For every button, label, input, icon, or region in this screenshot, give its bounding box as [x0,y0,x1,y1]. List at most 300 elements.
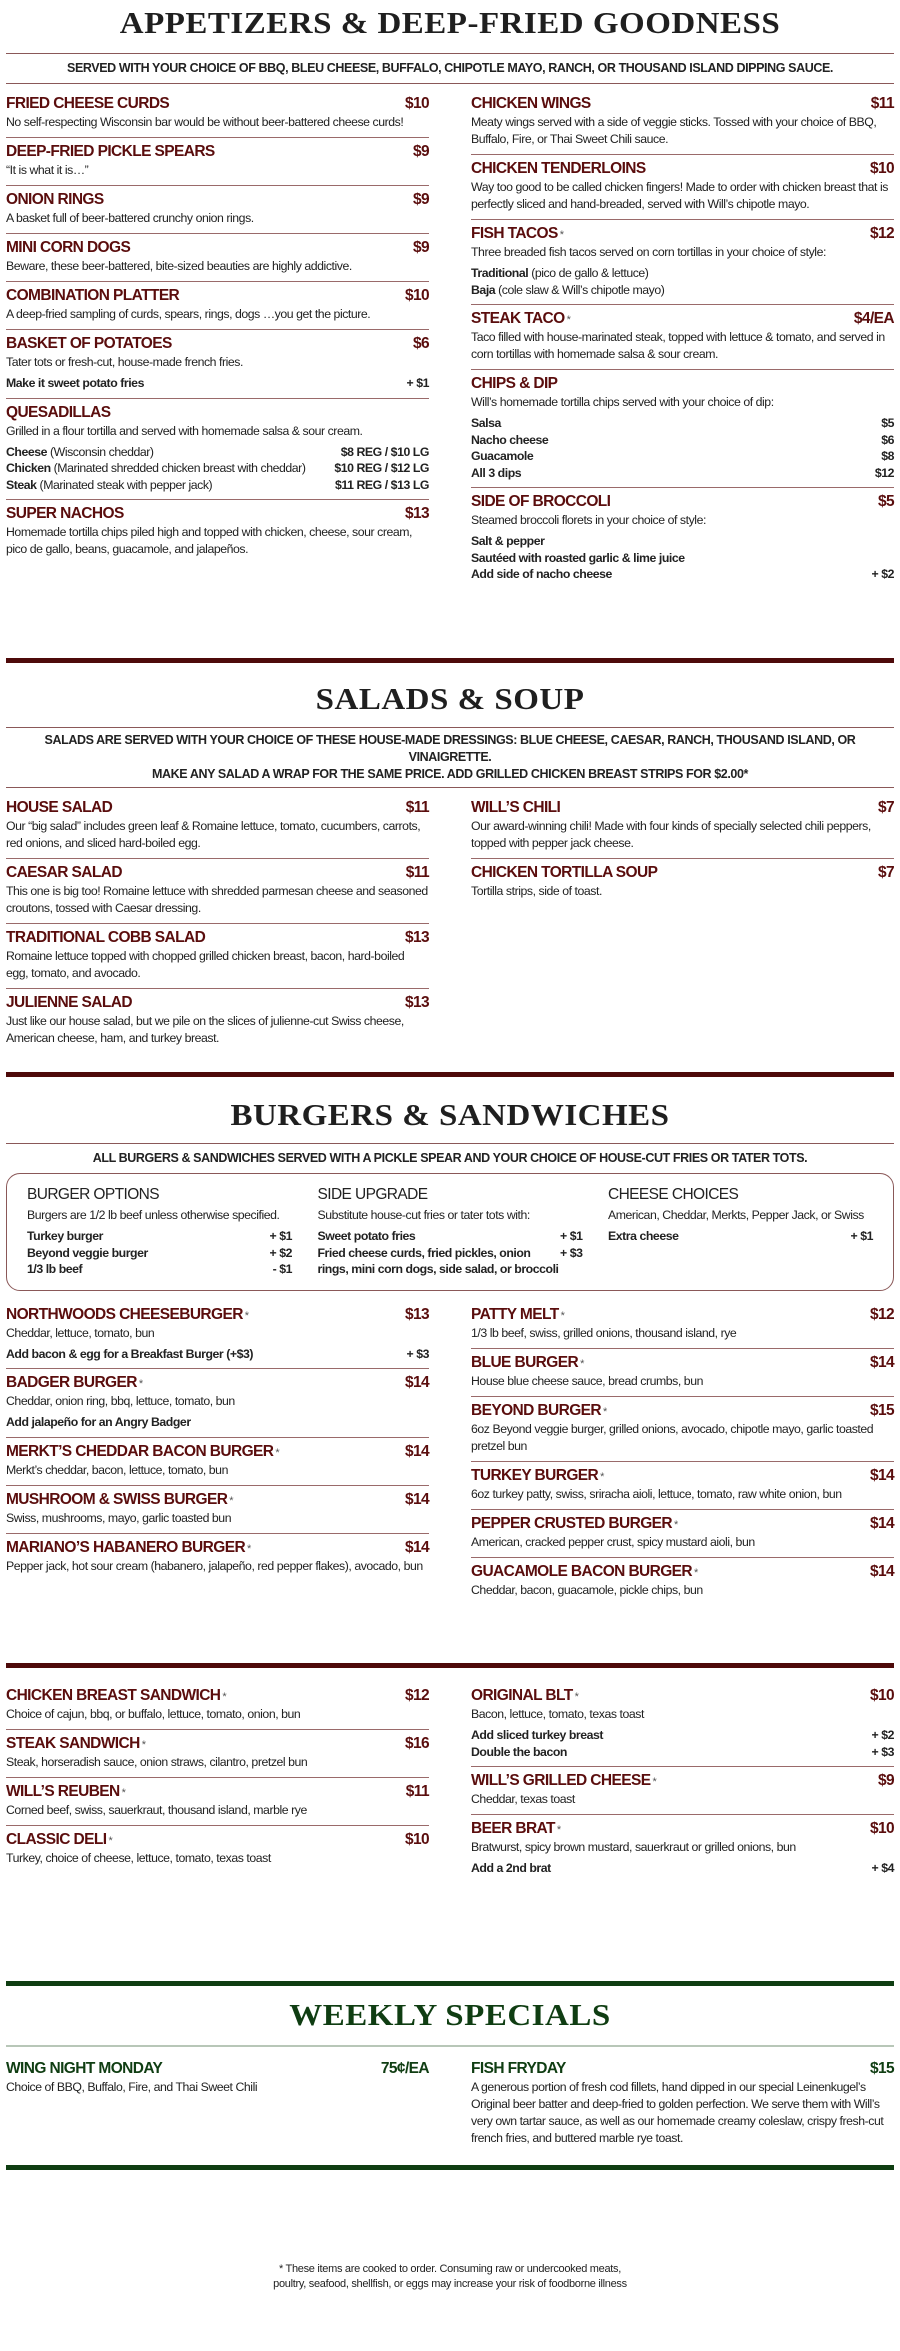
item-header [471,225,894,243]
item-description: Tortilla strips, side of toast. [471,884,602,898]
item-name [6,404,111,422]
item-description: Cheddar, onion ring, bbq, lettuce, tomato, bun [6,1394,235,1408]
item-price: $11 [405,799,429,816]
cooked-to-order-asterisk: * [275,1446,280,1459]
item-name-text: WILL’S REUBEN [6,1783,120,1800]
option-row [471,1727,894,1744]
option-row [27,1228,292,1245]
option-list [6,444,429,494]
item-header [6,95,429,113]
menu-item [6,234,429,282]
item-header [471,864,894,882]
item-price: $14 [869,1514,894,1532]
cooked-to-order-asterisk: * [566,314,571,326]
item-price: $5 [877,493,894,510]
option-row [471,415,894,432]
item-header [471,1772,894,1790]
left-column [6,794,429,1053]
section-subtitle [6,727,894,788]
option-label [471,1860,551,1877]
item-description: Just like our house salad, but we pile on the slices of julienne-cut Swiss cheese, American cheese, ham, and turkey breast. [6,1014,404,1045]
item-price: $10 [869,160,894,177]
item-description: Romaine lettuce topped with chopped grilled chicken breast, bacon, hard-boiled egg, tomato, and avocado. [6,949,405,980]
item-name-text: GUACAMOLE BACON BURGER [471,1562,693,1580]
item-price: $11 [405,864,429,881]
item-description: Way too good to be called chicken fingers! Made to order with chicken breast that is perfectly sliced and hand-breaded, served with Will’s chipotle mayo. [471,180,888,211]
item-name [471,1515,678,1533]
option-list [471,265,894,298]
cooked-to-order-asterisk: * [580,1357,584,1370]
option-name: Make it sweet potato fries [6,376,144,390]
option-price: + $1 [560,1229,583,1243]
item-description: Merkt’s cheddar, bacon, lettuce, tomato, bun [6,1462,228,1477]
item-name-text: COMBINATION PLATTER [6,287,180,304]
section-title: BURGERS & SANDWICHES [230,1099,670,1133]
item-name [471,493,610,511]
menu-item [6,1826,429,1873]
section-title: SALADS & SOUP [315,683,585,717]
item-price: $14 [404,1538,429,1556]
item-header [6,864,429,882]
item-name-text: DEEP-FRIED PICKLE SPEARS [6,143,215,160]
menu-item [471,1510,894,1558]
item-price: $13 [404,1305,429,1323]
cooked-to-order-asterisk: * [574,1691,579,1703]
option-row [6,1346,429,1363]
option-name: 1/3 lb beef [27,1262,83,1276]
cooked-to-order-asterisk: * [674,1518,678,1531]
item-price: $7 [877,864,894,881]
section-title: APPETIZERS & DEEP-FRIED GOODNESS [119,7,781,41]
right-column [471,1682,894,1883]
item-header [6,1491,429,1509]
item-name [6,1374,143,1392]
option-label [6,460,305,477]
option-row [471,465,894,482]
item-description: Steak, horseradish sauce, onion straws, cilantro, pretzel bun [6,1755,308,1769]
item-header [6,335,429,353]
option-name: Baja [471,282,496,297]
item-name-text: TURKEY BURGER [471,1466,599,1484]
item-price: $4/EA [853,310,894,327]
item-price: $9 [877,1772,894,1789]
section-divider [6,1663,894,1668]
left-column [6,2055,429,2165]
option-price: + $2 [269,1245,292,1260]
item-price: $12 [869,1305,894,1323]
option-name: Turkey burger [27,1229,103,1243]
option-label [27,1261,82,1278]
item-description: 1/3 lb beef, swiss, grilled onions, thousand island, rye [471,1325,737,1340]
salads-section [0,682,900,1053]
item-header [6,1783,429,1801]
option-row [6,477,429,494]
item-name [6,1783,125,1801]
item-header [6,994,429,1012]
option-label [6,1414,191,1431]
menu-item [6,924,429,989]
cooked-to-order-asterisk: * [603,1405,607,1418]
option-row [318,1228,583,1245]
item-name-text: FISH TACOS [471,225,558,242]
item-description: Tater tots or fresh-cut, house-made french fries. [6,355,243,369]
item-price: $10 [404,287,429,304]
right-column [471,2055,894,2165]
option-label [471,282,664,299]
item-name-text: CAESAR SALAD [6,864,122,881]
item-description: Cheddar, bacon, guacamole, pickle chips, bun [471,1582,703,1597]
left-column [6,1301,429,1605]
item-name [471,225,563,243]
item-description: 6oz turkey patty, swiss, sriracha aioli, lettuce, tomato, raw white onion, bun [471,1486,842,1501]
item-header [6,1735,429,1753]
option-name: Guacamole [471,449,534,463]
option-group-title: SIDE UPGRADE [317,1186,428,1203]
item-price: $7 [877,799,894,816]
item-description: Cheddar, texas toast [471,1792,575,1806]
item-header [471,2060,894,2078]
item-name [471,2060,566,2078]
right-column [471,794,894,1053]
item-name [6,505,124,523]
item-name-text: SUPER NACHOS [6,505,124,522]
option-row [471,282,894,299]
menu-item [471,1397,894,1462]
option-list [6,1414,429,1431]
menu-item [471,1682,894,1767]
option-list [318,1228,583,1278]
option-row [6,375,429,392]
item-name [6,287,179,305]
item-header [6,143,429,161]
item-description: Choice of cajun, bbq, or buffalo, lettuce, tomato, onion, bun [6,1707,301,1721]
item-name-text: MUSHROOM & SWISS BURGER [6,1490,228,1508]
item-name-text: FRIED CHEESE CURDS [6,95,170,112]
item-name-text: ORIGINAL BLT [471,1687,573,1704]
item-description: American, cracked pepper crust, spicy mustard aioli, bun [471,1534,755,1549]
cooked-to-order-asterisk: * [559,229,564,241]
option-group-title: BURGER OPTIONS [27,1186,159,1203]
divider [6,2045,894,2047]
footnote-line: * These items are cooked to order. Consuming raw or undercooked meats, [279,2263,621,2275]
item-name [471,799,560,817]
item-name-text: MINI CORN DOGS [6,239,131,256]
sandwiches-section [0,1682,900,1883]
item-name-text: WILL’S CHILI [471,799,561,816]
item-description: Swiss, mushrooms, mayo, garlic toasted bun [6,1510,232,1525]
item-description: Taco filled with house-marinated steak, topped with lettuce & tomato, and served in corn tortillas with homemade salsa & sour cream. [471,330,885,361]
right-column [471,1301,894,1605]
menu-item [471,1815,894,1883]
option-name: Chicken [6,461,51,475]
option-label [27,1228,103,1245]
item-description: Bacon, lettuce, tomato, texas toast [471,1707,644,1721]
item-name [6,191,104,209]
item-header [471,375,894,393]
cooked-to-order-asterisk: * [560,1309,565,1322]
item-description: Bratwurst, spicy brown mustard, sauerkraut or grilled onions, bun [471,1840,796,1854]
item-header [6,1831,429,1849]
option-list [471,415,894,481]
item-header [6,505,429,523]
item-name-text: MARIANO’S HABANERO BURGER [6,1538,246,1556]
option-label [471,448,533,465]
item-name-text: CHICKEN BREAST SANDWICH [6,1687,221,1704]
option-detail: (pico de gallo & lettuce) [528,266,649,280]
option-name: Add a 2nd brat [471,1861,551,1875]
item-name [471,1467,604,1485]
option-price: + $4 [871,1861,894,1875]
menu-item [471,794,894,859]
item-name [6,95,169,113]
option-price: $11 REG / $13 LG [335,477,429,492]
item-description: Our award-winning chili! Made with four kinds of specially selected chili peppers, topped with pepper jack cheese. [471,819,871,850]
section-subtitle: ALL BURGERS & SANDWICHES SERVED WITH A PICKLE SPEAR AND YOUR CHOICE OF HOUSE-CUT FRIES OR TATER TOTS. [6,1143,894,1173]
item-name-text: CHICKEN TORTILLA SOUP [471,864,658,881]
option-label [318,1228,416,1245]
item-name [471,1354,584,1372]
item-name-text: JULIENNE SALAD [6,994,132,1011]
item-name-text: PATTY MELT [471,1305,559,1323]
item-name-text: HOUSE SALAD [6,799,113,816]
right-column [471,90,894,589]
option-detail: (Marinated shredded chicken breast with cheddar) [50,461,306,475]
option-label [608,1228,678,1245]
item-name [6,239,130,257]
item-description: Cheddar, lettuce, tomato, bun [6,1325,155,1340]
item-header [471,1515,894,1533]
item-header [6,1539,429,1557]
item-header [6,239,429,257]
subtitle-line: SALADS ARE SERVED WITH YOUR CHOICE OF THESE HOUSE-MADE DRESSINGS: BLUE CHEESE, CAESAR, RANCH, THOUSAND ISLAND, OR VINAIGRETTE. [44,733,856,764]
menu-item [471,1558,894,1605]
item-name [6,799,112,817]
option-group-description: Burgers are 1/2 lb beef unless otherwise specified. [27,1208,280,1222]
cooked-to-order-asterisk: * [229,1494,233,1507]
menu-item [6,282,429,330]
item-name [471,1402,607,1420]
option-row [471,566,894,583]
option-label [27,1245,148,1262]
menu-item [6,330,429,399]
item-description: This one is big too! Romaine lettuce with shredded parmesan cheese and seasoned croutons, tossed with Caesar dressing. [6,884,428,915]
item-description: Turkey, choice of cheese, lettuce, tomato, texas toast [6,1851,271,1865]
item-description: A basket full of beer-battered crunchy onion rings. [6,211,254,225]
item-price: $16 [404,1735,429,1752]
cooked-to-order-asterisk: * [141,1739,146,1751]
option-name: Beyond veggie burger [27,1245,148,1260]
option-price: $8 [881,449,894,463]
option-label [471,566,612,583]
item-name-text: BEER BRAT [471,1820,555,1837]
item-name-text: MERKT’S CHEDDAR BACON BURGER [6,1442,274,1460]
item-description: Three breaded fish tacos served on corn tortillas in your choice of style: [471,245,826,259]
item-header [471,1467,894,1485]
option-name: Add bacon & egg for a Breakfast Burger (+$3) [6,1346,254,1361]
menu-item [6,399,429,501]
item-description: A deep-fried sampling of curds, spears, rings, dogs …you get the picture. [6,307,371,321]
section-divider [6,658,894,663]
item-description: House blue cheese sauce, bread crumbs, bun [471,1373,703,1388]
item-description: Grilled in a flour tortilla and served with homemade salsa & sour cream. [6,423,363,438]
cooked-to-order-asterisk: * [556,1824,561,1836]
option-label [471,1727,603,1744]
option-row [471,265,894,282]
option-price: $10 REG / $12 LG [334,461,429,475]
menu-item [471,859,894,906]
option-row [471,1860,894,1877]
item-price: $14 [869,1562,894,1580]
item-header [471,1306,894,1324]
item-description: No self-respecting Wisconsin bar would be without beer-battered cheese curds! [6,115,404,129]
option-label [318,1245,561,1278]
option-detail: (Wisconsin cheddar) [47,444,154,459]
item-name [471,160,646,178]
item-name-text: STEAK SANDWICH [6,1735,140,1752]
option-row [608,1228,873,1245]
option-label [471,465,521,482]
option-name: Extra cheese [608,1229,679,1243]
item-description: Will’s homemade tortilla chips served with your choice of dip: [471,395,774,409]
option-list [471,1860,894,1877]
item-name-text: ONION RINGS [6,191,104,208]
specials-section [0,1981,900,2170]
cooked-to-order-asterisk: * [138,1378,143,1390]
item-header [6,799,429,817]
item-name [6,1687,226,1705]
option-label [471,265,648,282]
option-label [471,415,501,432]
menu-item [471,1767,894,1815]
item-name [6,335,172,353]
menu-item [6,90,429,138]
item-name-text: BEYOND BURGER [471,1401,601,1419]
menu-item [6,1534,429,1581]
item-name-text: TRADITIONAL COBB SALAD [6,929,206,946]
option-price: $12 [874,465,894,480]
cooked-to-order-asterisk: * [108,1835,113,1847]
item-header [6,2060,429,2078]
cooked-to-order-asterisk: * [694,1566,698,1579]
item-price: $14 [404,1490,429,1508]
option-label [471,1744,567,1761]
item-price: $10 [869,1687,894,1704]
option-label [6,1346,253,1363]
item-name [471,1820,561,1838]
option-label [6,375,144,392]
cooked-to-order-asterisk: * [247,1542,251,1555]
option-name: Salsa [471,416,501,430]
section-title: WEEKLY SPECIALS [289,1999,611,2033]
option-row [27,1261,292,1278]
option-row [471,1744,894,1761]
cooked-to-order-asterisk: * [121,1787,126,1799]
option-row [318,1245,583,1278]
option-row [471,550,894,567]
menu-item [6,859,429,924]
menu-item [6,989,429,1053]
item-header [6,191,429,209]
item-name-text: CHICKEN WINGS [471,95,591,112]
item-price: $13 [404,994,429,1011]
option-detail: (cole slaw & Will’s chipotle mayo) [495,282,665,297]
item-name [6,864,122,882]
item-name-text: BADGER BURGER [6,1374,137,1391]
option-list [608,1228,873,1245]
option-name: Traditional [471,266,529,280]
item-name-text: SIDE OF BROCCOLI [471,493,611,510]
option-label [471,432,548,449]
cooked-to-order-asterisk: * [652,1776,657,1788]
item-price: $14 [869,1466,894,1484]
item-description: Steamed broccoli florets in your choice of style: [471,513,706,527]
option-price: + $1 [406,376,429,390]
cooked-to-order-asterisk: * [222,1691,227,1703]
option-group-description: American, Cheddar, Merkts, Pepper Jack, or Swiss [608,1208,864,1222]
item-price: $9 [412,143,429,160]
item-name [6,1443,279,1461]
menu-item [6,2055,429,2102]
item-name [471,864,657,882]
menu-item [6,138,429,186]
item-description: Meaty wings served with a side of veggie sticks. Tossed with your choice of BBQ, Buffalo, Fire, or Thai Sweet Chili sauce. [471,115,877,146]
option-name: Nacho cheese [471,432,549,447]
menu-item [6,1301,429,1370]
menu-item [471,1462,894,1510]
section-divider [6,1072,894,1077]
menu-item [471,370,894,488]
item-name-text: FISH FRYDAY [471,2060,566,2077]
menu-item [6,1778,429,1826]
option-list [471,533,894,583]
option-name: Steak [6,477,37,492]
item-name [6,1539,251,1557]
left-column [6,1682,429,1883]
section-divider [6,1981,894,1986]
menu-item [471,220,894,305]
option-price: + $1 [269,1229,292,1243]
item-price: $11 [870,95,894,112]
item-header [471,310,894,328]
option-name: Salt & pepper [471,534,545,548]
option-row [471,448,894,465]
item-name-text: NORTHWOODS CHEESEBURGER [6,1305,243,1323]
item-description: Choice of BBQ, Buffalo, Fire, and Thai Sweet Chili [6,2080,258,2094]
item-name-text: WING NIGHT MONDAY [6,2060,163,2077]
cooked-to-order-asterisk: * [600,1470,604,1483]
item-price: $14 [404,1442,429,1460]
item-name-text: CHICKEN TENDERLOINS [471,160,646,177]
option-row [471,533,894,550]
item-name [471,1772,656,1790]
item-header [471,160,894,178]
item-description: 6oz Beyond veggie burger, grilled onions, avocado, chipotle mayo, garlic toasted pretzel bun [471,1421,874,1453]
option-name: Add side of nacho cheese [471,567,612,581]
item-header [6,1306,429,1324]
option-row [6,444,429,461]
menu-item [471,305,894,370]
item-header [471,1354,894,1372]
item-price: $10 [404,95,429,112]
option-label [6,444,154,461]
item-name-text: PEPPER CRUSTED BURGER [471,1514,672,1532]
item-header [6,1687,429,1705]
item-name [6,1491,233,1509]
menu-item [6,1730,429,1778]
item-header [6,404,429,422]
item-name [471,375,557,393]
menu-item [471,2055,894,2153]
